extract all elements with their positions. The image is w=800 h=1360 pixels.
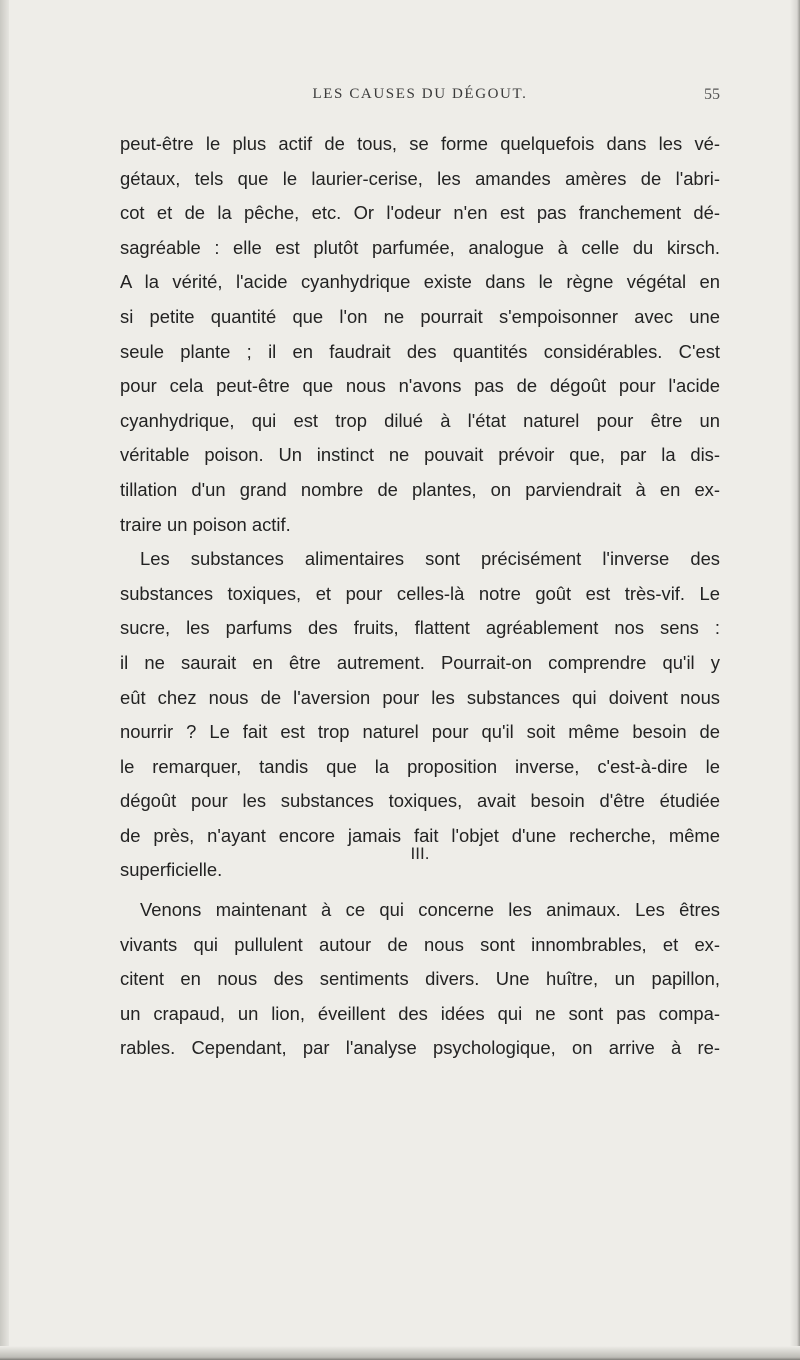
- text-line: A la vérité, l'acide cyanhydrique existe dans le règne végétal en: [120, 271, 720, 293]
- page-right-shadow: [790, 0, 800, 1360]
- text-line: pour cela peut-être que nous n'avons pas de dégoût pour l'acide: [120, 375, 720, 397]
- body-text-upper: [120, 127, 720, 888]
- text-line: traire un poison actif.: [120, 513, 291, 535]
- text-line: substances toxiques, et pour celles-là notre goût est très-vif. Le: [120, 582, 720, 604]
- page-bottom-shadow: [0, 1346, 800, 1360]
- text-line: Venons maintenant à ce qui concerne les animaux. Les êtres: [140, 899, 720, 920]
- text-line: si petite quantité que l'on ne pourrait s'empoisonner avec une: [120, 305, 720, 327]
- body-text-lower: [120, 893, 720, 1066]
- text-line: vivants qui pullulent autour de nous sont innombrables, et ex-: [120, 933, 720, 955]
- text-line: peut-être le plus actif de tous, se forme quelquefois dans les vé-: [120, 133, 720, 154]
- section-heading: III.: [410, 844, 430, 863]
- text-line: un crapaud, un lion, éveillent des idées qui ne sont pas compa-: [120, 1002, 720, 1024]
- text-line: de près, n'ayant encore jamais fait l'objet d'une recherche, même: [120, 824, 720, 846]
- running-title: LES CAUSES DU DÉGOUT.: [312, 86, 528, 102]
- text-line: tillation d'un grand nombre de plantes, on parviendrait à en ex-: [120, 478, 720, 500]
- text-line: citent en nous des sentiments divers. Une huître, un papillon,: [120, 968, 720, 990]
- text-line: Les substances alimentaires sont précisément l'inverse des: [140, 548, 720, 570]
- text-line: sagréable : elle est plutôt parfumée, analogue à celle du kirsch.: [120, 236, 720, 258]
- text-line: véritable poison. Un instinct ne pouvait prévoir que, par la dis-: [120, 444, 720, 466]
- text-line: eût chez nous de l'aversion pour les substances qui doivent nous: [120, 686, 720, 708]
- paragraph-2: [120, 542, 720, 888]
- text-line: seule plante ; il en faudrait des quantités considérables. C'est: [120, 340, 720, 362]
- running-head: [120, 86, 720, 110]
- text-line: cyanhydrique, qui est trop dilué à l'état naturel pour être un: [120, 409, 720, 431]
- text-line: sucre, les parfums des fruits, flattent agréablement nos sens :: [120, 617, 720, 639]
- text-line: il ne saurait en être autrement. Pourrait-on comprendre qu'il y: [120, 651, 720, 673]
- text-line: rables. Cependant, par l'analyse psychologique, on arrive à re-: [120, 1037, 720, 1059]
- paragraph-1: [120, 127, 720, 542]
- text-line: dégoût pour les substances toxiques, avait besoin d'être étudiée: [120, 790, 720, 812]
- page-left-edge: [0, 0, 9, 1360]
- text-line: gétaux, tels que le laurier-cerise, les amandes amères de l'abri-: [120, 167, 720, 189]
- text-line: superficielle.: [120, 859, 223, 881]
- page-number: 55: [704, 86, 720, 103]
- text-line: cot et de la pêche, etc. Or l'odeur n'en est pas franchement dé-: [120, 202, 720, 224]
- text-line: le remarquer, tandis que la proposition inverse, c'est-à-dire le: [120, 755, 720, 777]
- paragraph-3: [120, 893, 720, 1066]
- text-line: nourrir ? Le fait est trop naturel pour qu'il soit même besoin de: [120, 721, 720, 743]
